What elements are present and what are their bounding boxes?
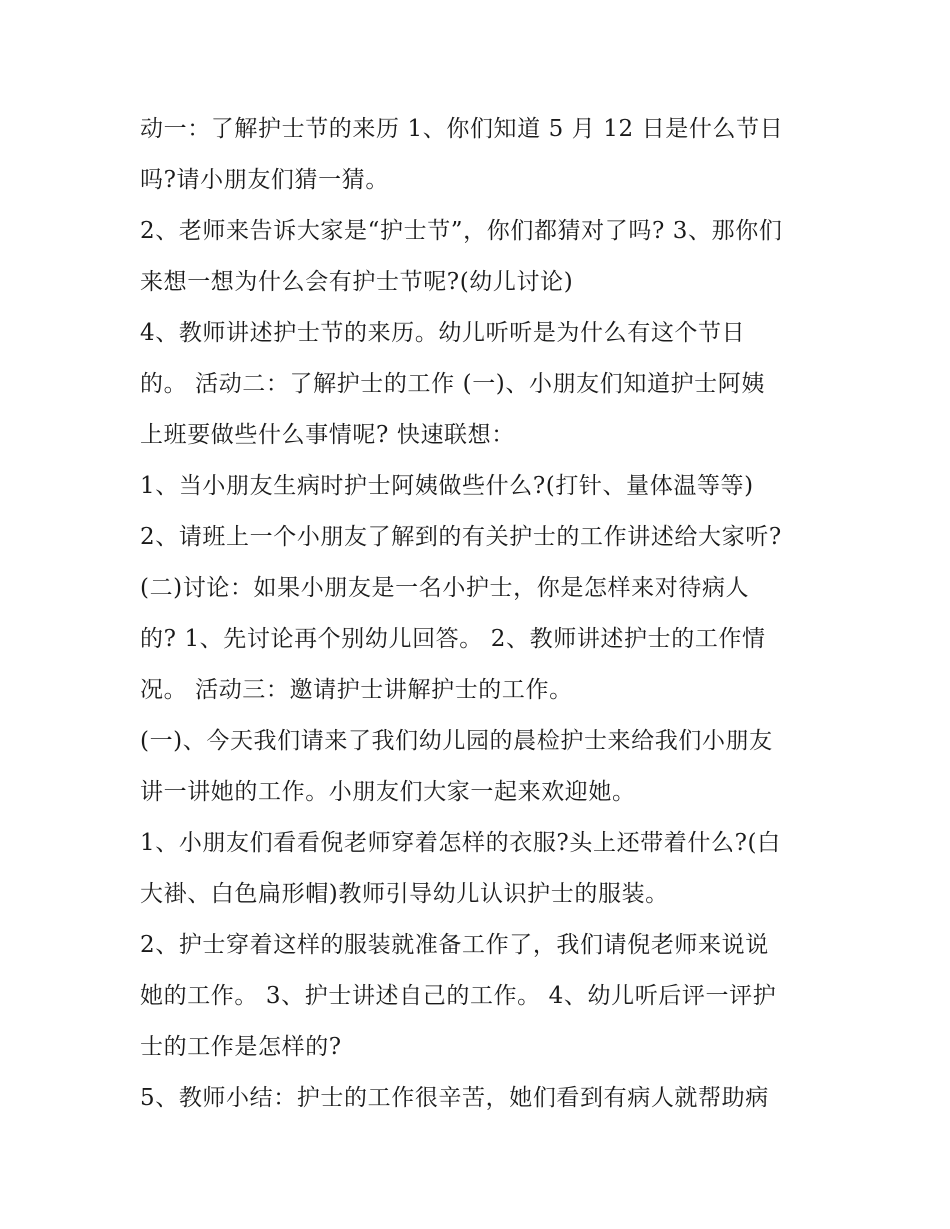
text-line: 她的工作。 3、护士讲述自己的工作。 4、幼儿听后评一评护 — [140, 983, 777, 1009]
text-line: 1、小朋友们看看倪老师穿着怎样的衣服?头上还带着什么?(白 — [140, 830, 781, 856]
text-line: 2、护士穿着这样的服装就准备工作了，我们请倪老师来说说 — [140, 932, 769, 958]
text-line: 上班要做些什么事情呢? 快速联想： — [140, 422, 515, 448]
text-line: (一)、今天我们请来了我们幼儿园的晨检护士来给我们小朋友 — [140, 728, 773, 754]
text-line: 况。 活动三：邀请护士讲解护士的工作。 — [140, 677, 573, 703]
text-line: 1、当小朋友生病时护士阿姨做些什么?(打针、量体温等等) — [140, 473, 754, 499]
text-line: 的? 1、先讨论再个别幼儿回答。 2、教师讲述护士的工作情 — [140, 626, 766, 652]
text-line: 5、教师小结：护士的工作很辛苦，她们看到有病人就帮助病 — [140, 1085, 769, 1111]
text-line: 吗?请小朋友们猜一猜。 — [140, 167, 389, 193]
text-line: 士的工作是怎样的? — [140, 1034, 342, 1060]
text-line: (二)讨论：如果小朋友是一名小护士，你是怎样来对待病人 — [140, 575, 750, 601]
text-line: 动一：了解护士节的来历 1、你们知道 5 月 12 日是什么节日 — [140, 116, 784, 142]
text-line: 讲一讲她的工作。小朋友们大家一起来欢迎她。 — [140, 779, 636, 805]
text-line: 大褂、白色扁形帽)教师引导幼儿认识护士的服装。 — [140, 881, 669, 907]
text-line: 4、教师讲述护士节的来历。幼儿听听是为什么有这个节日 — [140, 320, 746, 346]
document-body — [140, 104, 820, 1124]
text-line: 2、老师来告诉大家是“护士节”，你们都猜对了吗? 3、那你们 — [140, 218, 783, 244]
text-line: 来想一想为什么会有护士节呢?(幼儿讨论) — [140, 269, 574, 295]
text-line: 2、请班上一个小朋友了解到的有关护士的工作讲述给大家听? — [140, 524, 782, 550]
text-line: 的。 活动二：了解护士的工作 (一)、小朋友们知道护士阿姨 — [140, 371, 765, 397]
